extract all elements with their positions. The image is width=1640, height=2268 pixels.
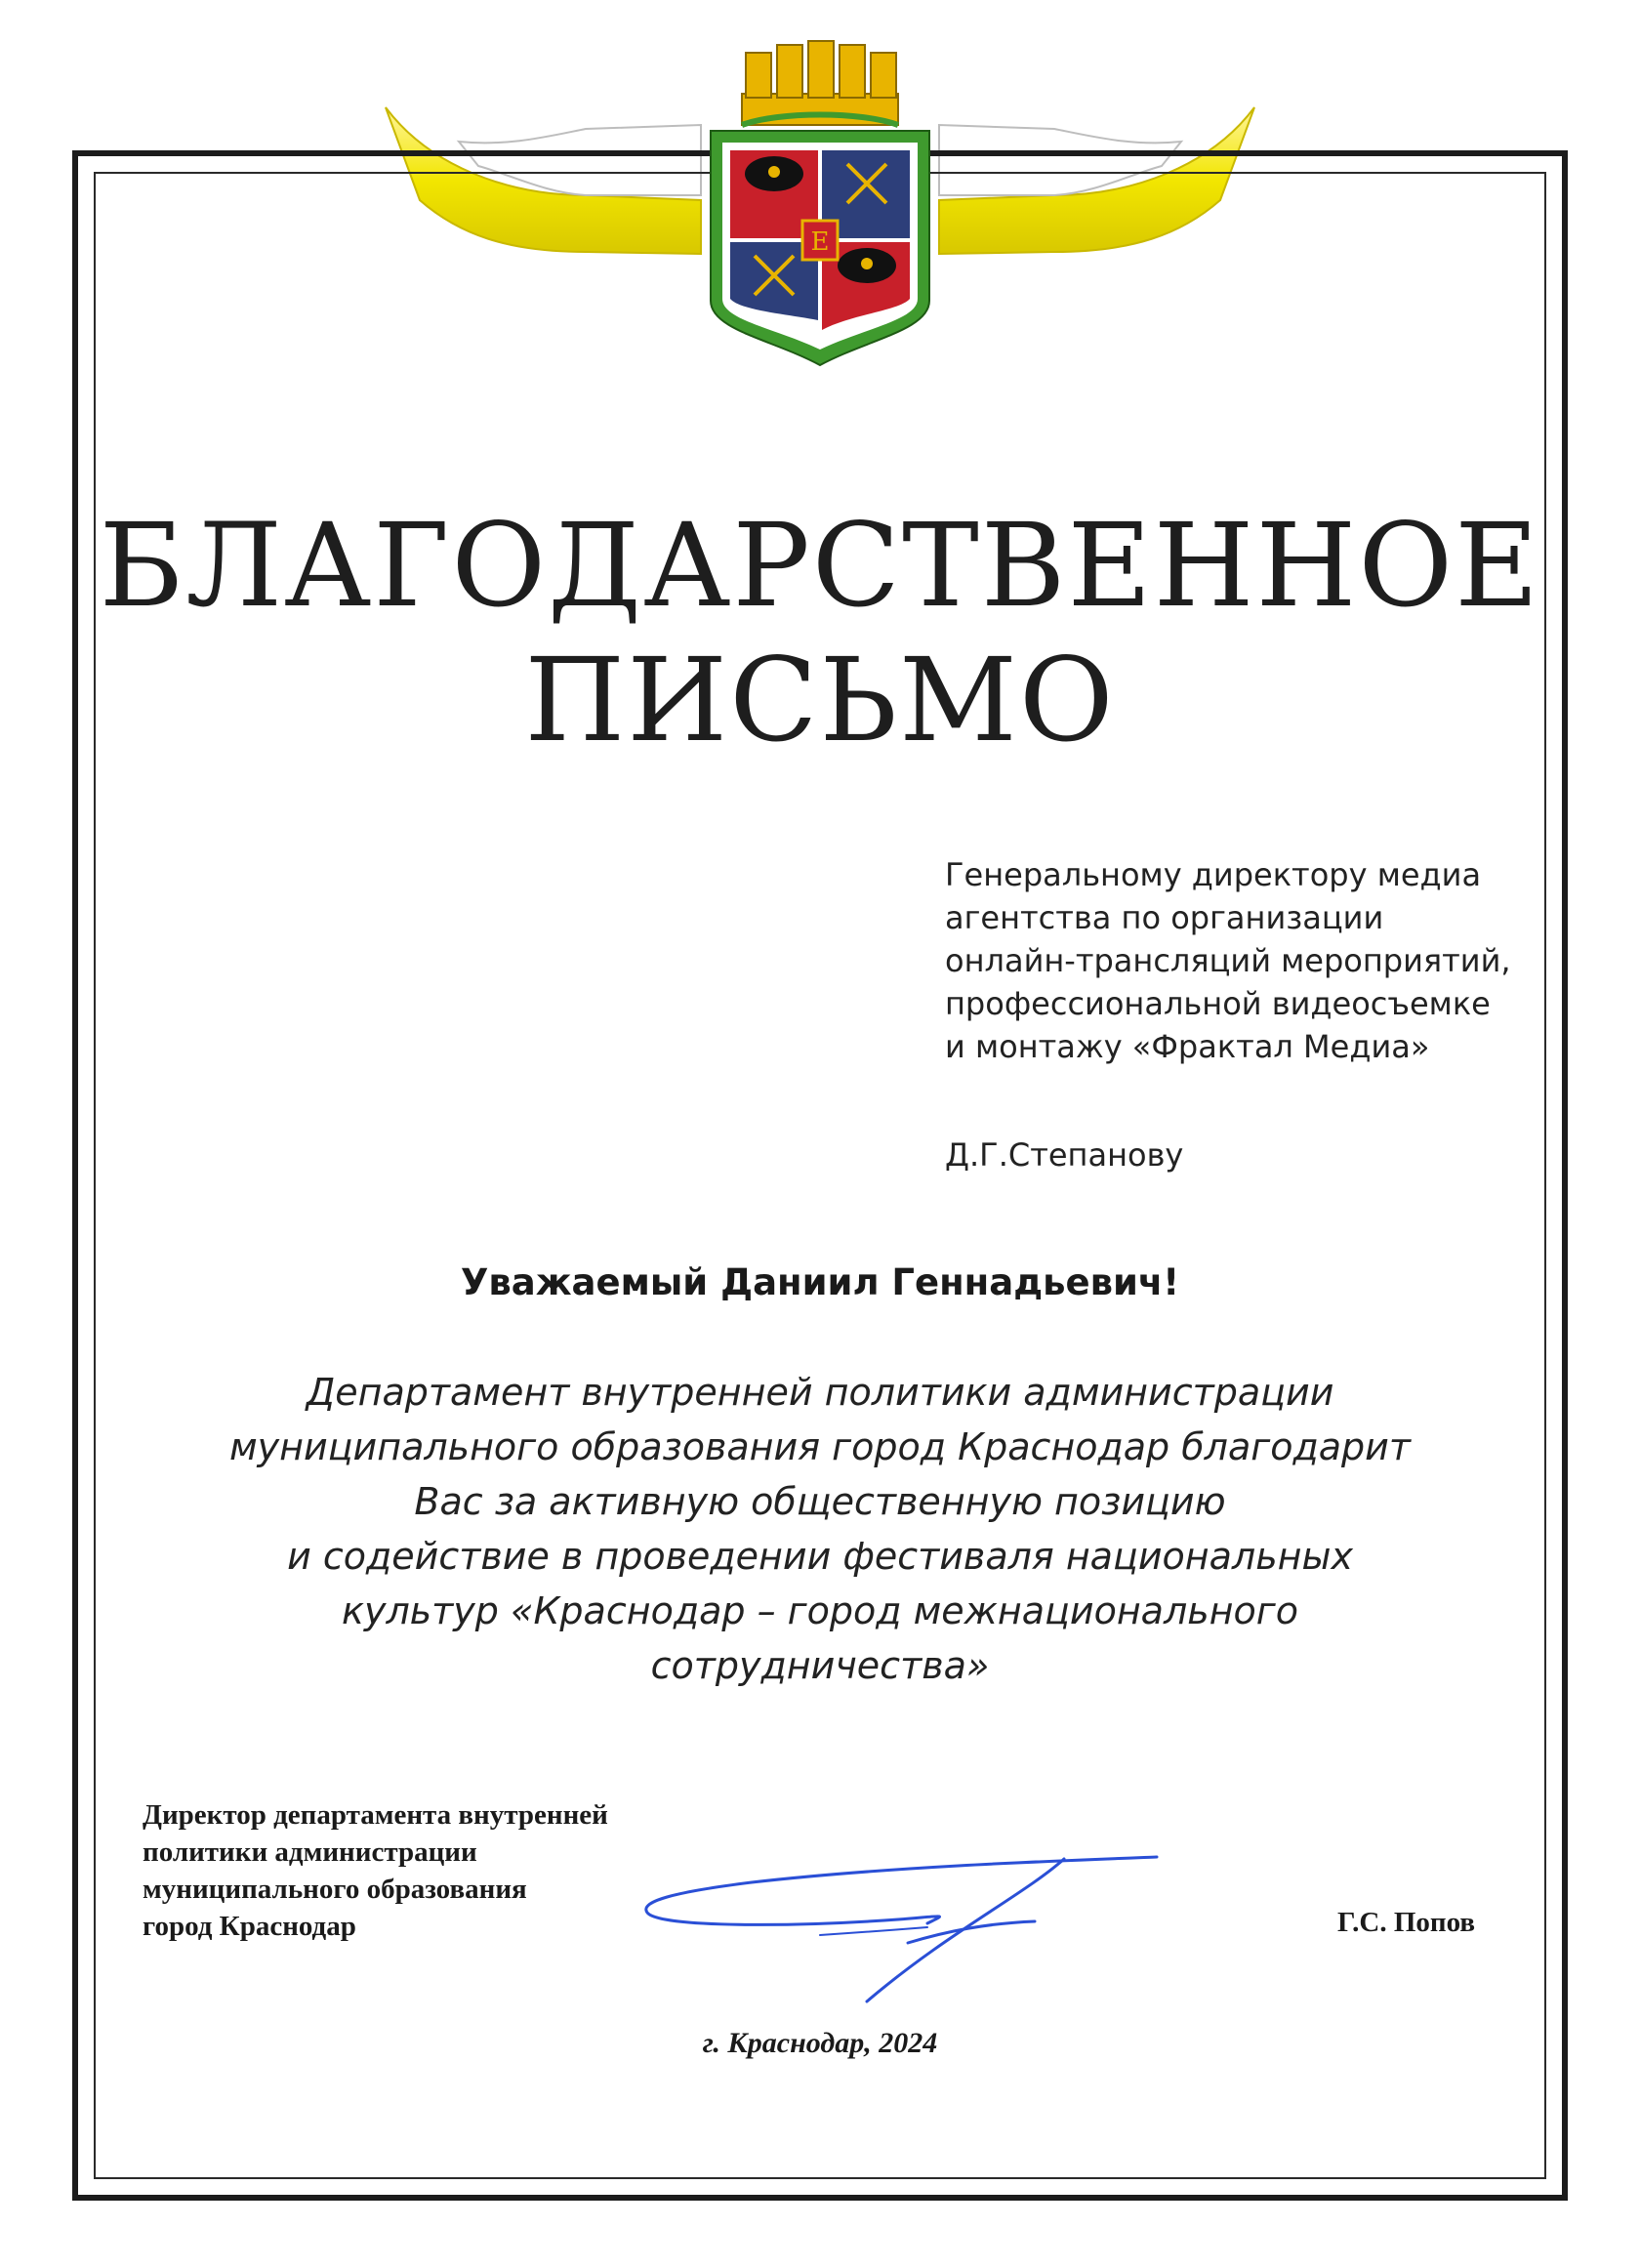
addressee-line: и монтажу «Фрактал Медиа» xyxy=(945,1028,1430,1065)
letter-body xyxy=(195,1365,1445,1693)
krasnodar-coat-of-arms-icon xyxy=(701,37,939,369)
salutation: Уважаемый Даниил Геннадьевич! xyxy=(460,1261,1180,1303)
document-title-line-1: БЛАГОДАРСТВЕННОЕ xyxy=(99,498,1541,633)
signer-line: Директор департамента внутренней xyxy=(143,1799,608,1831)
addressee-line: профессиональной видеосъемке xyxy=(945,985,1491,1022)
body-line: Департамент внутренней политики администрации xyxy=(306,1371,1334,1414)
signer-line: муниципального образования xyxy=(143,1874,527,1905)
body-line: и содействие в проведении фестиваля национальных xyxy=(287,1535,1353,1578)
body-line: муниципального образования город Краснодар благодарит xyxy=(229,1425,1411,1468)
addressee-name: Д.Г.Степанову xyxy=(945,1136,1184,1174)
addressee-line: агентства по организации xyxy=(945,899,1384,936)
signer-name: Г.С. Попов xyxy=(1337,1907,1476,1938)
handwritten-signature-icon xyxy=(635,1855,1181,2011)
addressee-block xyxy=(945,853,1570,1068)
signer-position xyxy=(143,1796,608,1945)
addressee-line: онлайн-трансляций мероприятий, xyxy=(945,942,1511,979)
addressee-line: Генеральному директору медиа xyxy=(945,856,1482,893)
body-line: сотрудничества» xyxy=(650,1644,990,1687)
signer-line: город Краснодар xyxy=(143,1911,356,1942)
svg-text:Е: Е xyxy=(810,227,830,257)
document-title-line-2: ПИСЬМО xyxy=(524,633,1116,767)
signer-line: политики администрации xyxy=(143,1836,477,1868)
place-and-date: г. Краснодар, 2024 xyxy=(702,2027,938,2059)
body-line: Вас за активную общественную позицию xyxy=(414,1480,1226,1523)
body-line: культур «Краснодар – город межнационального xyxy=(342,1589,1298,1632)
